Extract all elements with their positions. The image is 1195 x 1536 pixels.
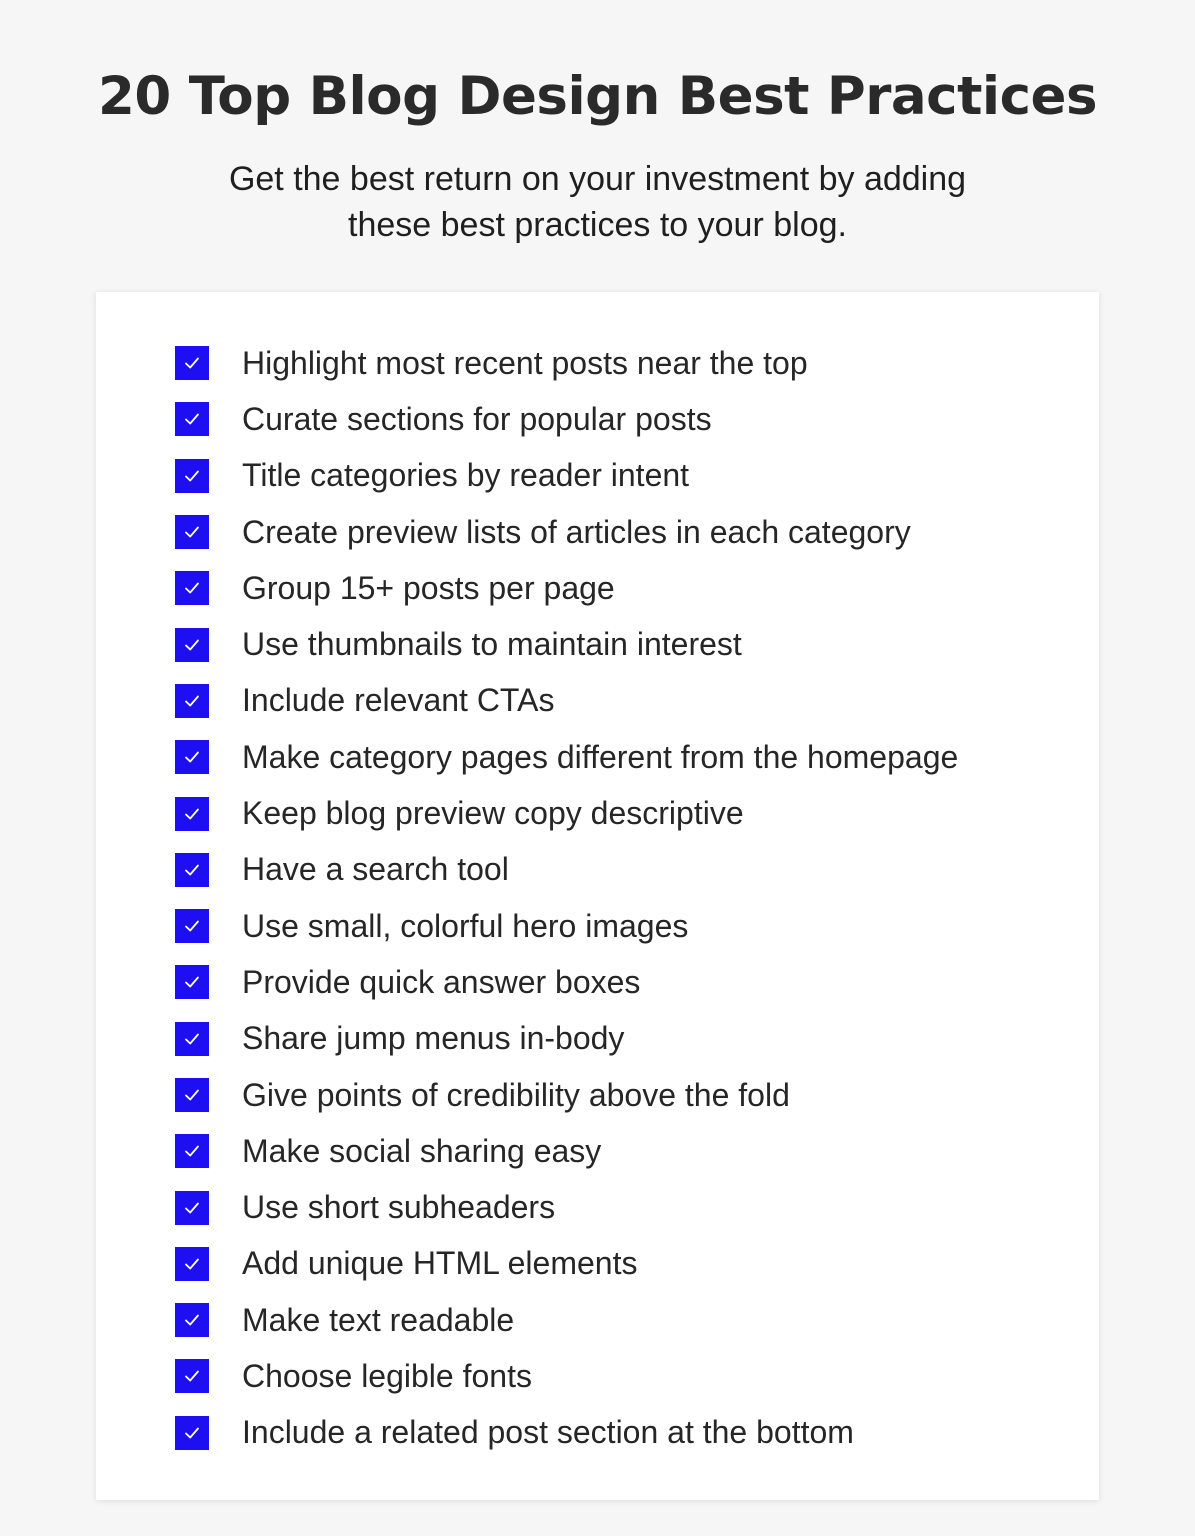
checkmark-icon <box>182 522 202 542</box>
checkmark-icon <box>182 466 202 486</box>
checklist-item <box>175 616 958 672</box>
checkbox-checked-icon <box>175 1416 209 1450</box>
checklist-item-label: Curate sections for popular posts <box>242 400 712 437</box>
checkmark-icon <box>182 353 202 373</box>
checklist-item-label: Make category pages different from the homepage <box>242 738 959 775</box>
checklist-item-label: Include a related post section at the bottom <box>242 1414 854 1451</box>
page-title: 20 Top Blog Design Best Practices <box>97 66 1097 127</box>
checkbox-checked-icon <box>175 346 209 380</box>
checklist-item <box>175 785 958 841</box>
checkbox-checked-icon <box>175 1247 209 1281</box>
subtitle-line-1: Get the best return on your investment by adding <box>228 160 967 198</box>
checklist-item-label: Make text readable <box>242 1301 515 1338</box>
checklist-item-label: Include relevant CTAs <box>242 682 555 719</box>
checkmark-icon <box>182 1198 202 1218</box>
checklist-item <box>175 391 958 447</box>
checkmark-icon <box>182 1029 202 1049</box>
checklist-item <box>175 898 958 954</box>
checklist-item <box>175 448 958 504</box>
checklist-item-label: Keep blog preview copy descriptive <box>242 795 744 832</box>
checklist-item-label: Have a search tool <box>242 851 509 888</box>
checkbox-checked-icon <box>175 965 209 999</box>
checklist-item-label: Provide quick answer boxes <box>242 963 641 1000</box>
checklist-item <box>175 1292 958 1348</box>
checkbox-checked-icon <box>175 1022 209 1056</box>
checkbox-checked-icon <box>175 402 209 436</box>
checklist-item <box>175 1348 958 1404</box>
checkbox-checked-icon <box>175 515 209 549</box>
page-subtitle <box>0 156 1195 248</box>
checkmark-icon <box>182 916 202 936</box>
checklist-item-label: Add unique HTML elements <box>242 1245 638 1282</box>
checkbox-checked-icon <box>175 853 209 887</box>
checklist-item <box>175 1236 958 1292</box>
checkmark-icon <box>182 972 202 992</box>
checkmark-icon <box>182 1310 202 1330</box>
checkmark-icon <box>182 1085 202 1105</box>
checkbox-checked-icon <box>175 1303 209 1337</box>
checklist-item <box>175 842 958 898</box>
checkmark-icon <box>182 1141 202 1161</box>
checkbox-checked-icon <box>175 1134 209 1168</box>
checklist-item-label: Use thumbnails to maintain interest <box>242 626 742 663</box>
checkmark-icon <box>182 747 202 767</box>
checklist-item <box>175 1179 958 1235</box>
checklist-item <box>175 1067 958 1123</box>
checklist-item-label: Use short subheaders <box>242 1189 556 1226</box>
checkmark-icon <box>182 409 202 429</box>
checklist-item-label: Make social sharing easy <box>242 1132 602 1169</box>
checklist-item-label: Group 15+ posts per page <box>242 569 615 606</box>
checklist-item-label: Share jump menus in-body <box>242 1020 625 1057</box>
checkmark-icon <box>182 1254 202 1274</box>
checkbox-checked-icon <box>175 459 209 493</box>
checkbox-checked-icon <box>175 628 209 662</box>
checkmark-icon <box>182 860 202 880</box>
checklist-item <box>175 673 958 729</box>
checkmark-icon <box>182 691 202 711</box>
checkmark-icon <box>182 804 202 824</box>
checklist-item <box>175 1123 958 1179</box>
checkmark-icon <box>182 1423 202 1443</box>
checklist-item-label: Title categories by reader intent <box>242 457 690 494</box>
checkbox-checked-icon <box>175 740 209 774</box>
checkbox-checked-icon <box>175 684 209 718</box>
checklist-item-label: Use small, colorful hero images <box>242 907 689 944</box>
checkbox-checked-icon <box>175 571 209 605</box>
checkbox-checked-icon <box>175 797 209 831</box>
checklist-item-label: Give points of credibility above the fold <box>242 1076 790 1113</box>
checklist-item <box>175 1405 958 1461</box>
checklist-item <box>175 560 958 616</box>
checklist-item <box>175 954 958 1010</box>
checklist-item-label: Choose legible fonts <box>242 1357 532 1394</box>
checklist-item <box>175 729 958 785</box>
checkbox-checked-icon <box>175 1359 209 1393</box>
checklist-item <box>175 1011 958 1067</box>
subtitle-line-2: these best practices to your blog. <box>348 206 847 244</box>
checklist-card <box>96 292 1099 1500</box>
checklist-item <box>175 335 958 391</box>
checklist-item-label: Highlight most recent posts near the top <box>242 344 808 381</box>
checkbox-checked-icon <box>175 1191 209 1225</box>
checkmark-icon <box>182 635 202 655</box>
checklist-item <box>175 504 958 560</box>
checkmark-icon <box>182 1366 202 1386</box>
checkbox-checked-icon <box>175 1078 209 1112</box>
checkmark-icon <box>182 578 202 598</box>
checklist-item-label: Create preview lists of articles in each category <box>242 513 911 550</box>
checklist <box>175 335 958 1461</box>
checkbox-checked-icon <box>175 909 209 943</box>
